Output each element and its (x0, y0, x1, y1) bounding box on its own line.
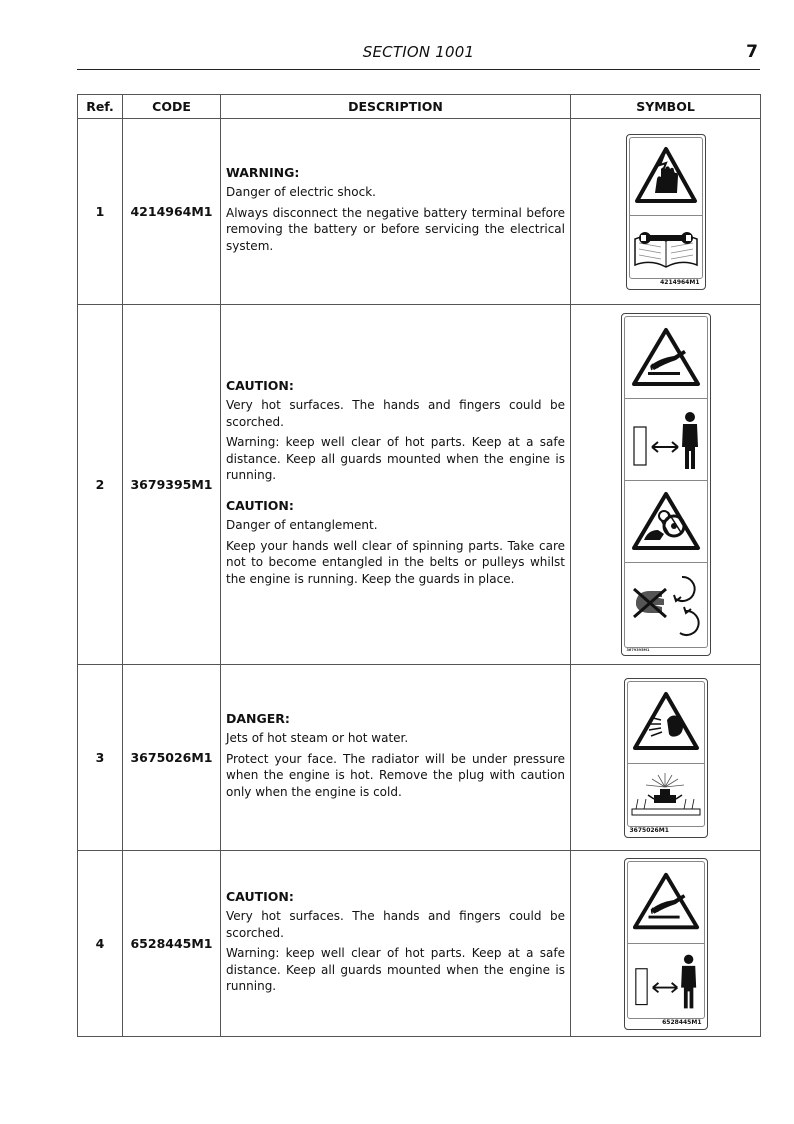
table-row (78, 305, 761, 665)
row-description (221, 665, 571, 851)
row-ref: 3 (78, 665, 123, 851)
table-row (78, 119, 761, 305)
row-symbol (571, 119, 761, 305)
table-row (78, 665, 761, 851)
read-manual-icon (631, 225, 701, 269)
description-line: Protect your face. The radiator will be under pressure when the engine is hot. Remove the plug with caution only when the engine is cold. (226, 751, 565, 799)
column-header-symbol: SYMBOL (571, 95, 761, 119)
hot-surface-hazard-icon (631, 870, 701, 934)
row-symbol (571, 851, 761, 1037)
electric-shock-hazard-icon (633, 145, 699, 207)
block-heading: DANGER: (226, 710, 290, 726)
keep-distance-icon (630, 948, 702, 1014)
safety-decal (621, 313, 711, 656)
row-code: 3679395M1 (123, 305, 221, 665)
page-header (77, 40, 760, 70)
description-line: Danger of entanglement. (226, 518, 378, 533)
hot-steam-hazard-icon (631, 690, 701, 754)
no-hands-rotating-parts-icon (628, 569, 704, 641)
description-line: Keep your hands well clear of spinning parts. Take care not to become entangled in the belts or pulleys whilst the engine is running. Keep the guards in place. (226, 538, 565, 586)
row-ref: 2 (78, 305, 123, 665)
decal-table (77, 94, 761, 1037)
row-description (221, 119, 571, 305)
description-line: Jets of hot steam or hot water. (226, 731, 409, 746)
description-line: Warning: keep well clear of hot parts. Keep at a safe distance. Keep all guards mounted when the engine is running. (226, 435, 565, 483)
column-header-ref: Ref. (78, 95, 123, 119)
row-code: 4214964M1 (123, 119, 221, 305)
section-title: SECTION 1001 (362, 43, 475, 61)
row-ref: 4 (78, 851, 123, 1037)
safety-decal (624, 678, 708, 838)
page-number: 7 (746, 42, 758, 62)
hot-surface-hazard-icon (630, 326, 702, 390)
entanglement-hazard-icon (630, 490, 702, 554)
radiator-pressure-icon (628, 769, 704, 821)
keep-distance-icon (628, 405, 704, 475)
row-description (221, 305, 571, 665)
block-heading: CAUTION: (226, 888, 294, 904)
description-line: Always disconnect the negative battery terminal before removing the battery or before servicing the electrical system. (226, 205, 565, 253)
table-row (78, 851, 761, 1037)
row-code: 6528445M1 (123, 851, 221, 1037)
block-heading: CAUTION: (226, 497, 294, 513)
block-heading: WARNING: (226, 164, 300, 180)
column-header-description: DESCRIPTION (221, 95, 571, 119)
row-ref: 1 (78, 119, 123, 305)
row-description (221, 851, 571, 1037)
description-line: Danger of electric shock. (226, 185, 376, 200)
decal-code-label: 3675026M1 (629, 826, 669, 834)
row-code: 3675026M1 (123, 665, 221, 851)
decal-code-label: 4214964M1 (660, 278, 700, 286)
block-heading: CAUTION: (226, 377, 294, 393)
decal-code-label: 3679395M1 (626, 648, 650, 652)
column-header-code: CODE (123, 95, 221, 119)
description-line: Very hot surfaces. The hands and fingers could be scorched. (226, 909, 565, 940)
row-symbol (571, 665, 761, 851)
safety-decal (626, 134, 706, 290)
description-line: Warning: keep well clear of hot parts. Keep at a safe distance. Keep all guards mounted when the engine is running. (226, 946, 565, 993)
description-line: Very hot surfaces. The hands and fingers could be scorched. (226, 398, 565, 429)
row-symbol (571, 305, 761, 665)
safety-decal (624, 858, 708, 1030)
table-header-row (78, 95, 761, 119)
decal-code-label: 6528445M1 (662, 1018, 702, 1026)
